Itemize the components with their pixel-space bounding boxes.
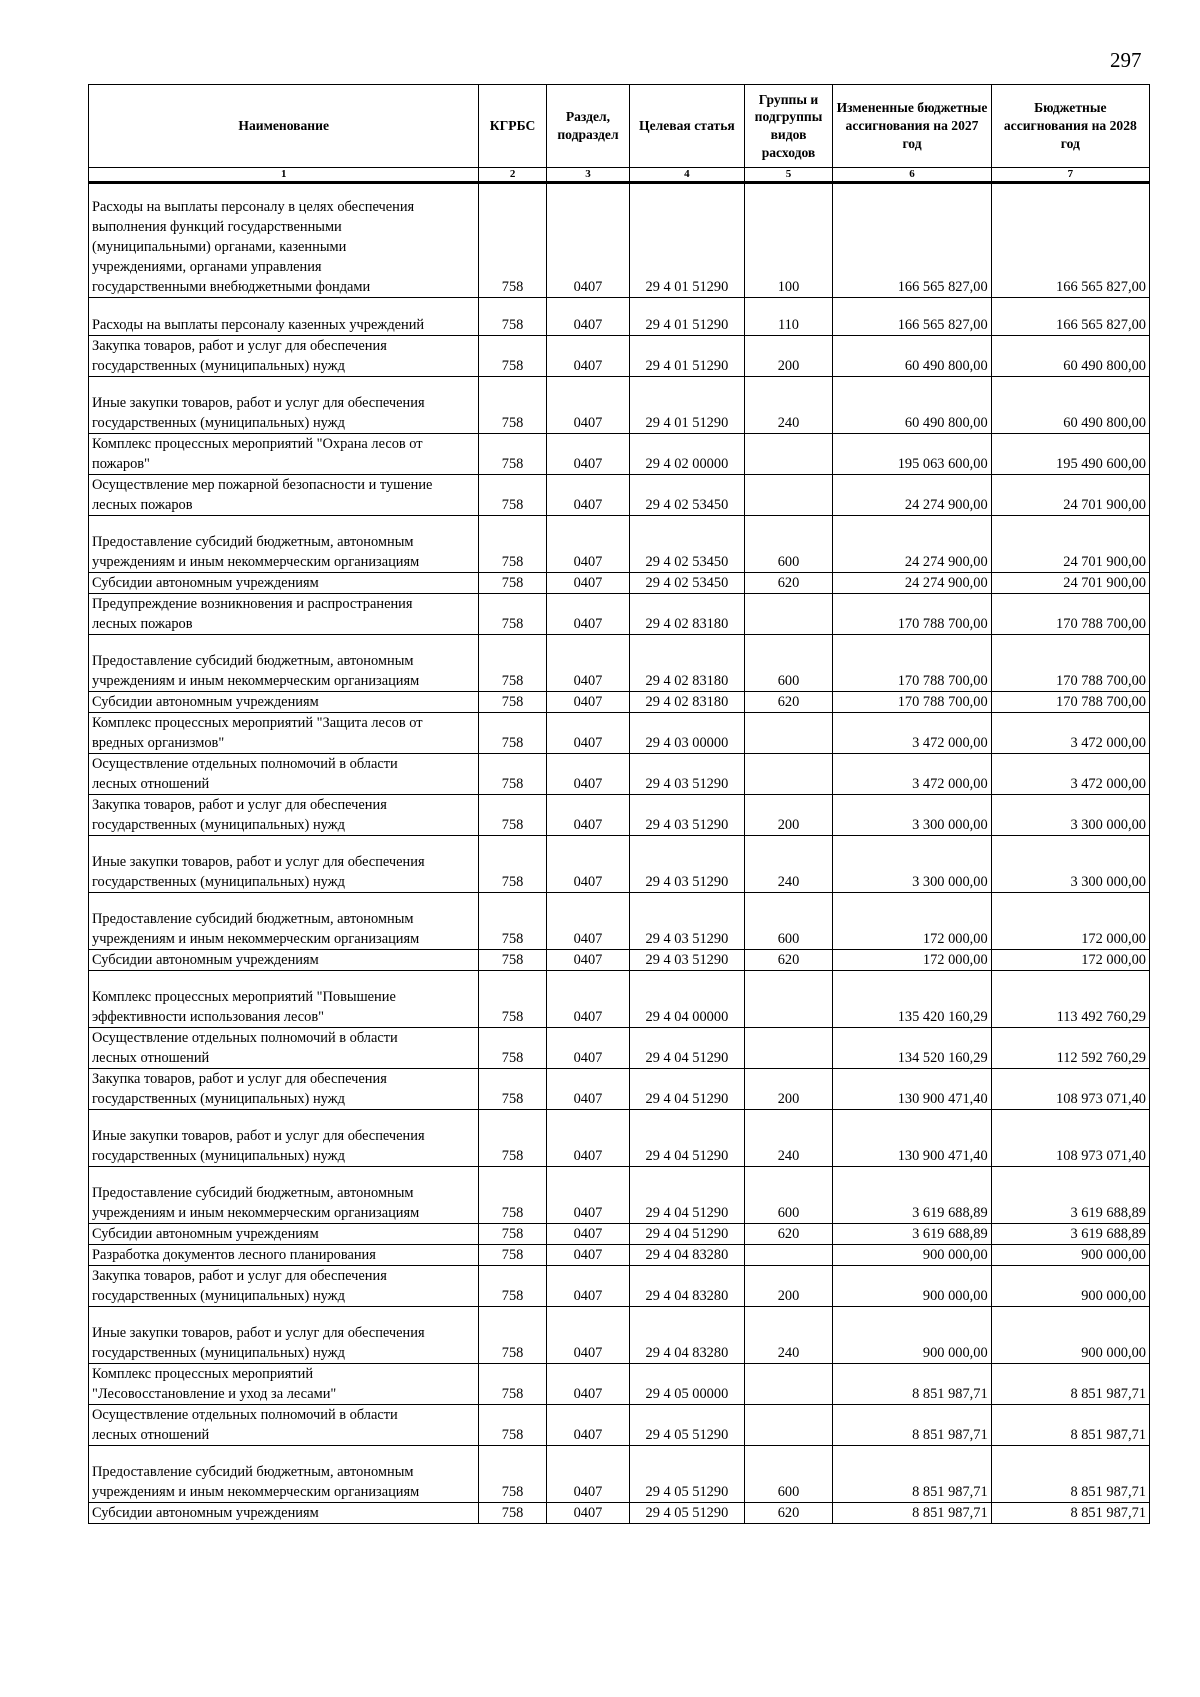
row-amount-2027: 3 472 000,00	[833, 713, 991, 754]
row-kgrbs: 758	[479, 1503, 546, 1524]
page-number: 297	[1110, 48, 1142, 72]
row-name: Закупка товаров, работ и услуг для обеспечения государственных (муниципальных) нужд	[89, 336, 479, 377]
row-section: 0407	[546, 836, 629, 893]
row-amount-2027: 170 788 700,00	[833, 635, 991, 692]
row-kgrbs: 758	[479, 893, 546, 950]
row-section: 0407	[546, 754, 629, 795]
row-group: 600	[744, 893, 833, 950]
header-kgrbs: КГРБС	[479, 85, 546, 168]
row-amount-2028: 172 000,00	[991, 893, 1149, 950]
row-kgrbs: 758	[479, 754, 546, 795]
row-group: 200	[744, 1266, 833, 1307]
row-amount-2028: 108 973 071,40	[991, 1069, 1149, 1110]
row-name: Иные закупки товаров, работ и услуг для обеспечения государственных (муниципальных) нужд	[89, 377, 479, 434]
row-amount-2027: 130 900 471,40	[833, 1110, 991, 1167]
row-section: 0407	[546, 298, 629, 336]
row-target: 29 4 05 00000	[630, 1364, 744, 1405]
row-target: 29 4 04 51290	[630, 1028, 744, 1069]
row-amount-2028: 170 788 700,00	[991, 692, 1149, 713]
row-amount-2027: 172 000,00	[833, 950, 991, 971]
row-section: 0407	[546, 336, 629, 377]
row-kgrbs: 758	[479, 475, 546, 516]
row-kgrbs: 758	[479, 298, 546, 336]
row-group: 620	[744, 1503, 833, 1524]
row-target: 29 4 01 51290	[630, 377, 744, 434]
row-amount-2028: 166 565 827,00	[991, 298, 1149, 336]
row-section: 0407	[546, 692, 629, 713]
row-target: 29 4 01 51290	[630, 298, 744, 336]
row-amount-2028: 900 000,00	[991, 1266, 1149, 1307]
table-row	[89, 594, 1150, 635]
row-target: 29 4 04 83280	[630, 1266, 744, 1307]
row-group: 240	[744, 377, 833, 434]
row-amount-2028: 24 701 900,00	[991, 573, 1149, 594]
row-kgrbs: 758	[479, 1266, 546, 1307]
row-name: Предоставление субсидий бюджетным, автономным учреждениям и иным некоммерческим организациям	[89, 1167, 479, 1224]
row-group: 600	[744, 516, 833, 573]
row-section: 0407	[546, 1364, 629, 1405]
row-target: 29 4 02 83180	[630, 692, 744, 713]
row-section: 0407	[546, 1405, 629, 1446]
row-amount-2027: 130 900 471,40	[833, 1069, 991, 1110]
table-row	[89, 336, 1150, 377]
row-amount-2028: 3 472 000,00	[991, 754, 1149, 795]
row-kgrbs: 758	[479, 692, 546, 713]
row-name: Расходы на выплаты персоналу в целях обеспечения выполнения функций государственными (муниципальными) органами, казенными учреждениями, органами управления государственными внебюджетными фондами	[89, 183, 479, 298]
row-name: Предоставление субсидий бюджетным, автономным учреждениям и иным некоммерческим организациям	[89, 516, 479, 573]
row-target: 29 4 01 51290	[630, 183, 744, 298]
row-section: 0407	[546, 183, 629, 298]
row-group	[744, 594, 833, 635]
row-amount-2028: 3 472 000,00	[991, 713, 1149, 754]
row-amount-2027: 8 851 987,71	[833, 1405, 991, 1446]
column-number: 7	[991, 168, 1149, 183]
table-row	[89, 1028, 1150, 1069]
table-row	[89, 754, 1150, 795]
table-row	[89, 1110, 1150, 1167]
row-amount-2028: 195 490 600,00	[991, 434, 1149, 475]
row-kgrbs: 758	[479, 635, 546, 692]
column-number: 2	[479, 168, 546, 183]
column-number: 5	[744, 168, 833, 183]
row-group: 110	[744, 298, 833, 336]
row-group: 620	[744, 573, 833, 594]
row-amount-2028: 3 619 688,89	[991, 1167, 1149, 1224]
row-kgrbs: 758	[479, 183, 546, 298]
header-groups: Группы и подгруппы видов расходов	[744, 85, 833, 168]
row-group	[744, 1364, 833, 1405]
header-amount-2027: Измененные бюджетные ассигнования на 2027 год	[833, 85, 991, 168]
row-amount-2028: 900 000,00	[991, 1307, 1149, 1364]
row-section: 0407	[546, 1167, 629, 1224]
row-name: Осуществление отдельных полномочий в области лесных отношений	[89, 754, 479, 795]
row-amount-2027: 8 851 987,71	[833, 1503, 991, 1524]
row-section: 0407	[546, 434, 629, 475]
row-amount-2027: 900 000,00	[833, 1307, 991, 1364]
table-row	[89, 893, 1150, 950]
row-kgrbs: 758	[479, 516, 546, 573]
row-name: Субсидии автономным учреждениям	[89, 1224, 479, 1245]
row-group	[744, 754, 833, 795]
row-group: 200	[744, 336, 833, 377]
row-amount-2027: 170 788 700,00	[833, 692, 991, 713]
row-group	[744, 1028, 833, 1069]
row-group: 620	[744, 692, 833, 713]
table-row	[89, 692, 1150, 713]
row-kgrbs: 758	[479, 434, 546, 475]
row-name: Предоставление субсидий бюджетным, автономным учреждениям и иным некоммерческим организациям	[89, 893, 479, 950]
row-name: Комплекс процессных мероприятий "Охрана лесов от пожаров"	[89, 434, 479, 475]
row-section: 0407	[546, 893, 629, 950]
row-amount-2027: 3 619 688,89	[833, 1224, 991, 1245]
row-group: 240	[744, 1110, 833, 1167]
row-kgrbs: 758	[479, 594, 546, 635]
row-amount-2027: 60 490 800,00	[833, 336, 991, 377]
row-section: 0407	[546, 516, 629, 573]
row-section: 0407	[546, 377, 629, 434]
row-amount-2027: 900 000,00	[833, 1245, 991, 1266]
row-name: Субсидии автономным учреждениям	[89, 692, 479, 713]
row-kgrbs: 758	[479, 1167, 546, 1224]
row-amount-2027: 24 274 900,00	[833, 475, 991, 516]
row-target: 29 4 02 53450	[630, 573, 744, 594]
row-target: 29 4 01 51290	[630, 336, 744, 377]
row-name: Осуществление отдельных полномочий в области лесных отношений	[89, 1028, 479, 1069]
row-target: 29 4 02 53450	[630, 516, 744, 573]
row-kgrbs: 758	[479, 1446, 546, 1503]
row-amount-2028: 3 619 688,89	[991, 1224, 1149, 1245]
row-amount-2028: 172 000,00	[991, 950, 1149, 971]
row-section: 0407	[546, 1266, 629, 1307]
row-name: Комплекс процессных мероприятий "Защита лесов от вредных организмов"	[89, 713, 479, 754]
row-section: 0407	[546, 1224, 629, 1245]
column-number-row	[89, 168, 1150, 183]
row-amount-2027: 3 472 000,00	[833, 754, 991, 795]
table-row	[89, 1503, 1150, 1524]
row-kgrbs: 758	[479, 1307, 546, 1364]
row-kgrbs: 758	[479, 1364, 546, 1405]
row-target: 29 4 02 83180	[630, 635, 744, 692]
row-target: 29 4 05 51290	[630, 1446, 744, 1503]
table-row	[89, 1167, 1150, 1224]
row-name: Иные закупки товаров, работ и услуг для обеспечения государственных (муниципальных) нужд	[89, 836, 479, 893]
table-row	[89, 475, 1150, 516]
table-body	[89, 183, 1150, 1524]
table-row	[89, 1266, 1150, 1307]
row-target: 29 4 04 51290	[630, 1069, 744, 1110]
row-name: Предоставление субсидий бюджетным, автономным учреждениям и иным некоммерческим организациям	[89, 635, 479, 692]
row-target: 29 4 03 51290	[630, 754, 744, 795]
table-row	[89, 1405, 1150, 1446]
row-name: Комплекс процессных мероприятий "Повышение эффективности использования лесов"	[89, 971, 479, 1028]
row-group: 600	[744, 635, 833, 692]
table-row	[89, 713, 1150, 754]
row-amount-2028: 8 851 987,71	[991, 1405, 1149, 1446]
row-section: 0407	[546, 573, 629, 594]
row-kgrbs: 758	[479, 1069, 546, 1110]
header-name: Наименование	[89, 85, 479, 168]
table-row	[89, 1364, 1150, 1405]
row-amount-2027: 135 420 160,29	[833, 971, 991, 1028]
row-section: 0407	[546, 475, 629, 516]
row-name: Комплекс процессных мероприятий "Лесовосстановление и уход за лесами"	[89, 1364, 479, 1405]
row-name: Субсидии автономным учреждениям	[89, 1503, 479, 1524]
row-amount-2027: 8 851 987,71	[833, 1364, 991, 1405]
row-kgrbs: 758	[479, 1110, 546, 1167]
row-amount-2027: 900 000,00	[833, 1266, 991, 1307]
row-kgrbs: 758	[479, 795, 546, 836]
row-target: 29 4 03 51290	[630, 795, 744, 836]
row-group	[744, 713, 833, 754]
row-group	[744, 1405, 833, 1446]
row-amount-2028: 112 592 760,29	[991, 1028, 1149, 1069]
row-kgrbs: 758	[479, 836, 546, 893]
row-target: 29 4 03 51290	[630, 836, 744, 893]
row-target: 29 4 02 83180	[630, 594, 744, 635]
table-row	[89, 183, 1150, 298]
row-group: 240	[744, 1307, 833, 1364]
table-row	[89, 434, 1150, 475]
row-kgrbs: 758	[479, 377, 546, 434]
row-amount-2028: 170 788 700,00	[991, 635, 1149, 692]
row-group: 200	[744, 1069, 833, 1110]
row-amount-2027: 134 520 160,29	[833, 1028, 991, 1069]
row-group: 240	[744, 836, 833, 893]
row-amount-2028: 900 000,00	[991, 1245, 1149, 1266]
row-amount-2028: 24 701 900,00	[991, 475, 1149, 516]
header-section: Раздел, подраздел	[546, 85, 629, 168]
budget-table	[88, 84, 1150, 1524]
row-group	[744, 434, 833, 475]
row-amount-2027: 8 851 987,71	[833, 1446, 991, 1503]
row-kgrbs: 758	[479, 971, 546, 1028]
row-name: Закупка товаров, работ и услуг для обеспечения государственных (муниципальных) нужд	[89, 1266, 479, 1307]
row-target: 29 4 04 83280	[630, 1245, 744, 1266]
row-amount-2028: 24 701 900,00	[991, 516, 1149, 573]
header-target: Целевая статья	[630, 85, 744, 168]
row-name: Закупка товаров, работ и услуг для обеспечения государственных (муниципальных) нужд	[89, 795, 479, 836]
row-section: 0407	[546, 1110, 629, 1167]
header-row	[89, 85, 1150, 168]
row-amount-2028: 8 851 987,71	[991, 1446, 1149, 1503]
row-name: Субсидии автономным учреждениям	[89, 950, 479, 971]
row-target: 29 4 04 83280	[630, 1307, 744, 1364]
row-section: 0407	[546, 1307, 629, 1364]
row-group	[744, 1245, 833, 1266]
row-name: Иные закупки товаров, работ и услуг для обеспечения государственных (муниципальных) нужд	[89, 1307, 479, 1364]
table-row	[89, 1446, 1150, 1503]
row-name: Субсидии автономным учреждениям	[89, 573, 479, 594]
row-section: 0407	[546, 594, 629, 635]
row-section: 0407	[546, 635, 629, 692]
row-target: 29 4 03 00000	[630, 713, 744, 754]
row-amount-2028: 60 490 800,00	[991, 377, 1149, 434]
row-group: 620	[744, 950, 833, 971]
row-name: Закупка товаров, работ и услуг для обеспечения государственных (муниципальных) нужд	[89, 1069, 479, 1110]
row-kgrbs: 758	[479, 950, 546, 971]
row-section: 0407	[546, 971, 629, 1028]
row-amount-2027: 24 274 900,00	[833, 516, 991, 573]
row-amount-2028: 108 973 071,40	[991, 1110, 1149, 1167]
row-amount-2028: 170 788 700,00	[991, 594, 1149, 635]
row-amount-2028: 60 490 800,00	[991, 336, 1149, 377]
row-target: 29 4 04 51290	[630, 1224, 744, 1245]
row-target: 29 4 05 51290	[630, 1503, 744, 1524]
column-number: 4	[630, 168, 744, 183]
row-amount-2027: 170 788 700,00	[833, 594, 991, 635]
row-section: 0407	[546, 713, 629, 754]
row-section: 0407	[546, 1069, 629, 1110]
row-kgrbs: 758	[479, 336, 546, 377]
row-name: Предоставление субсидий бюджетным, автономным учреждениям и иным некоммерческим организациям	[89, 1446, 479, 1503]
row-group: 100	[744, 183, 833, 298]
row-amount-2028: 113 492 760,29	[991, 971, 1149, 1028]
row-amount-2027: 60 490 800,00	[833, 377, 991, 434]
row-target: 29 4 03 51290	[630, 950, 744, 971]
table-row	[89, 635, 1150, 692]
row-name: Предупреждение возникновения и распространения лесных пожаров	[89, 594, 479, 635]
table-row	[89, 377, 1150, 434]
row-group: 600	[744, 1446, 833, 1503]
table-row	[89, 950, 1150, 971]
row-amount-2027: 166 565 827,00	[833, 298, 991, 336]
table-row	[89, 573, 1150, 594]
row-target: 29 4 04 51290	[630, 1167, 744, 1224]
row-amount-2027: 172 000,00	[833, 893, 991, 950]
row-section: 0407	[546, 1446, 629, 1503]
row-amount-2028: 166 565 827,00	[991, 183, 1149, 298]
table-row	[89, 795, 1150, 836]
row-target: 29 4 03 51290	[630, 893, 744, 950]
row-section: 0407	[546, 1503, 629, 1524]
row-amount-2028: 3 300 000,00	[991, 836, 1149, 893]
row-group: 620	[744, 1224, 833, 1245]
table-row	[89, 1224, 1150, 1245]
table-row	[89, 836, 1150, 893]
row-section: 0407	[546, 950, 629, 971]
table-row	[89, 516, 1150, 573]
row-kgrbs: 758	[479, 1028, 546, 1069]
row-name: Осуществление отдельных полномочий в области лесных отношений	[89, 1405, 479, 1446]
row-target: 29 4 04 00000	[630, 971, 744, 1028]
row-target: 29 4 02 53450	[630, 475, 744, 516]
table-row	[89, 1069, 1150, 1110]
row-target: 29 4 04 51290	[630, 1110, 744, 1167]
row-amount-2028: 8 851 987,71	[991, 1503, 1149, 1524]
row-name: Расходы на выплаты персоналу казенных учреждений	[89, 298, 479, 336]
row-name: Разработка документов лесного планирования	[89, 1245, 479, 1266]
column-number: 3	[546, 168, 629, 183]
table-row	[89, 971, 1150, 1028]
row-target: 29 4 05 51290	[630, 1405, 744, 1446]
row-amount-2027: 3 300 000,00	[833, 836, 991, 893]
header-amount-2028: Бюджетные ассигнования на 2028 год	[991, 85, 1149, 168]
column-number: 6	[833, 168, 991, 183]
row-amount-2028: 8 851 987,71	[991, 1364, 1149, 1405]
row-group	[744, 475, 833, 516]
row-amount-2027: 195 063 600,00	[833, 434, 991, 475]
row-group: 200	[744, 795, 833, 836]
column-number: 1	[89, 168, 479, 183]
table-row	[89, 1307, 1150, 1364]
row-amount-2027: 3 300 000,00	[833, 795, 991, 836]
table-row	[89, 298, 1150, 336]
row-kgrbs: 758	[479, 1405, 546, 1446]
row-kgrbs: 758	[479, 1245, 546, 1266]
row-section: 0407	[546, 795, 629, 836]
row-kgrbs: 758	[479, 1224, 546, 1245]
row-group: 600	[744, 1167, 833, 1224]
row-amount-2027: 166 565 827,00	[833, 183, 991, 298]
row-amount-2028: 3 300 000,00	[991, 795, 1149, 836]
table-row	[89, 1245, 1150, 1266]
row-name: Иные закупки товаров, работ и услуг для обеспечения государственных (муниципальных) нужд	[89, 1110, 479, 1167]
row-amount-2027: 3 619 688,89	[833, 1167, 991, 1224]
row-group	[744, 971, 833, 1028]
row-amount-2027: 24 274 900,00	[833, 573, 991, 594]
row-target: 29 4 02 00000	[630, 434, 744, 475]
row-section: 0407	[546, 1028, 629, 1069]
row-name: Осуществление мер пожарной безопасности и тушение лесных пожаров	[89, 475, 479, 516]
row-kgrbs: 758	[479, 573, 546, 594]
row-kgrbs: 758	[479, 713, 546, 754]
row-section: 0407	[546, 1245, 629, 1266]
